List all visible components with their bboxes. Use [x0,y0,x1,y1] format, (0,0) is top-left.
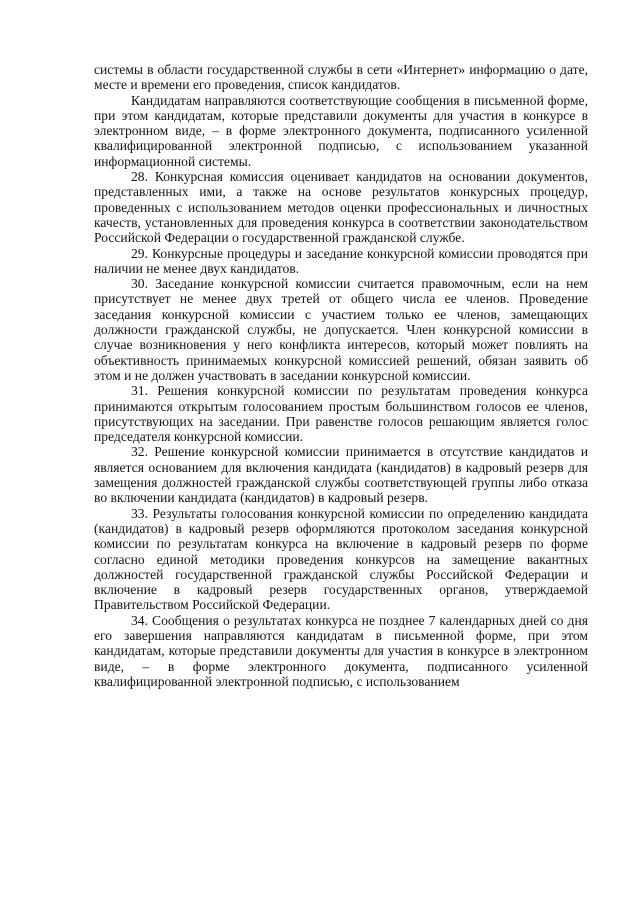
paragraph-28: 28. Конкурсная комиссия оценивает кандидатов на основании документов, представленных ими, а также на основе результатов конкурсных процедур, проведенных с использованием методов оценки профессиональных и личностных качеств, установленных для проведения конкурса в соответствии законодательством Российской Федерации о государственной гражданской службе. [94,169,588,246]
paragraph-34: 34. Сообщения о результатах конкурса не позднее 7 календарных дней со дня его завершения направляются кандидатам в письменной форме, при этом кандидатам, которые представили документы для участия в конкурсе в электронном виде, – в форме электронного документа, подписанного усиленной квалифицированной электронной подписью, с использованием [94,612,588,689]
paragraph-continuation: системы в области государственной службы в сети «Интернет» информацию о дате, месте и времени его проведения, список кандидатов. [94,62,588,93]
paragraph-notifications: Кандидатам направляются соответствующие сообщения в письменной форме, при этом кандидатам, которые представили документы для участия в конкурсе в электронном виде, – в форме электронного документа, подписанного усиленной квалифицированной электронной подписью, с использованием указанной информационной системы. [94,92,588,169]
paragraph-31: 31. Решения конкурсной комиссии по результатам проведения конкурса принимаются открытым голосованием простым большинством голосов ее членов, присутствующих на заседании. При равенстве голосов решающим является голос председателя конкурсной комиссии. [94,383,588,445]
paragraph-32: 32. Решение конкурсной комиссии принимается в отсутствие кандидатов и является основанием для включения кандидата (кандидатов) в кадровый резерв для замещения должностей гражданской службы соответствующей группы либо отказа во включении кандидата (кандидатов) в кадровый резерв. [94,444,588,506]
paragraph-29: 29. Конкурсные процедуры и заседание конкурсной комиссии проводятся при наличии не менее двух кандидатов. [94,245,588,276]
document-page [94,62,588,689]
paragraph-33: 33. Результаты голосования конкурсной комиссии по определению кандидата (кандидатов) в кадровый резерв оформляются протоколом заседания конкурсной комиссии по результатам конкурса на включение в кадровый резерв по форме согласно единой методики проведения конкурсов на замещение вакантных должностей государственной гражданской службы Российской Федерации и включение в кадровый резерв государственных органов, утверждаемой Правительством Российской Федерации. [94,505,588,613]
paragraph-30: 30. Заседание конкурсной комиссии считается правомочным, если на нем присутствует не менее двух третей от общего числа ее членов. Проведение заседания конкурсной комиссии с участием только ее членов, замещающих должности гражданской службы, не допускается. Член конкурсной комиссии в случае возникновения у него конфликта интересов, который может повлиять на объективность принимаемых конкурсной комиссией решений, обязан заявить об этом и не должен участвовать в заседании конкурсной комиссии. [94,276,588,383]
